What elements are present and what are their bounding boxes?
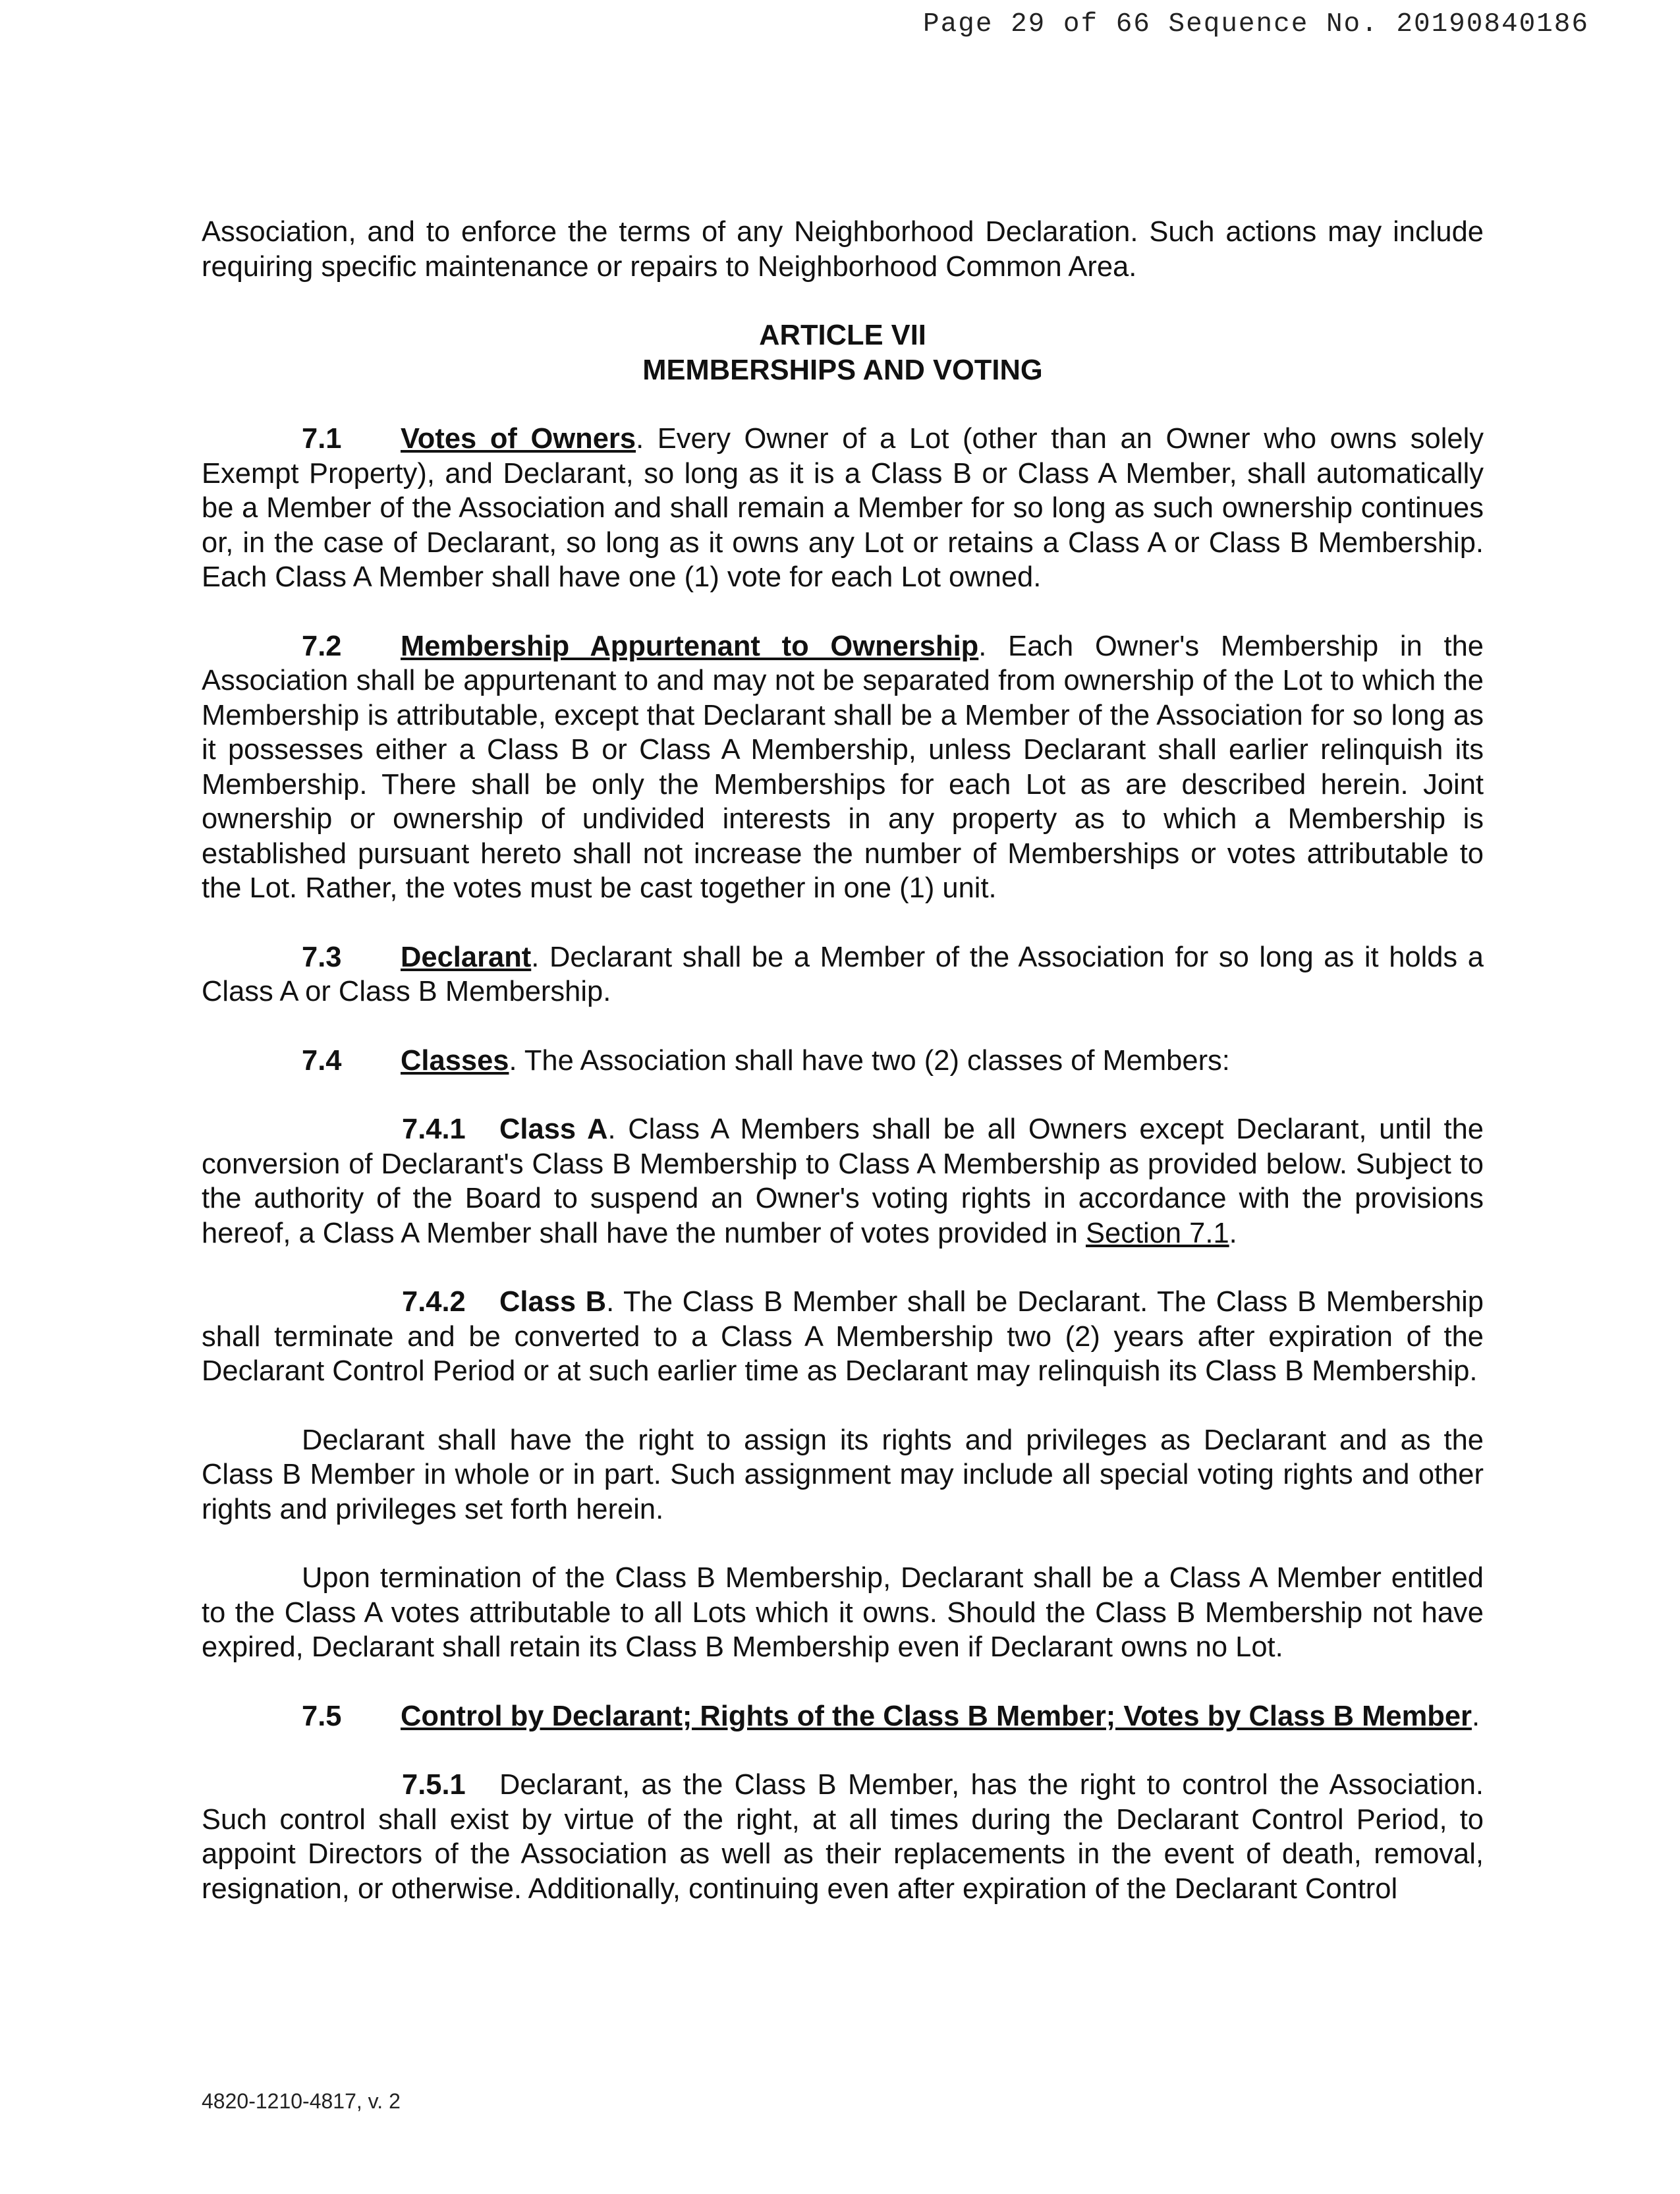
section-text: . Each Owner's Membership in the Association shall be appurtenant to and may not be separated from ownership of the Lot to which the Membership is attributable, except that Declarant shall be a Member of the Association for so long as it possesses either a Class B or Class A Membership, unless Declarant shall earlier relinquish its Membership. There shall be only the Memberships for each Lot as are described herein. Joint ownership or ownership of undivided interests in any property as to which a Membership is established pursuant hereto shall not increase the number of Memberships or votes attributable to the Lot. Rather, the votes must be cast together in one (1) unit. [202,630,1484,904]
document-footer: 4820-1210-4817, v. 2 [202,2089,401,2113]
termination-paragraph: Upon termination of the Class B Membership, Declarant shall be a Class A Member entitled to the Class A votes attributable to all Lots which it owns. Should the Class B Membership not have expired, Declarant shall retain its Class B Membership even if Declarant owns no Lot. [202,1562,1484,1663]
section-number: 7.1 [302,423,342,455]
article-number: ARTICLE VII [759,320,926,351]
section-number: 7.5.1 [402,1769,466,1801]
section-7-4-1: 7.4.1 Class A. Class A Members shall be all Owners except Declarant, until the conversion of Declarant's Class B Membership to Class A Membership as provided below. Subject to the authority of the Board to suspend an Owner's voting rights in accordance with the provisions hereof, a Class A Member shall have the number of votes provided in Section 7.1. [202,1113,1484,1249]
assignment-paragraph: Declarant shall have the right to assign its rights and privileges as Declarant and as the Class B Member in whole or in part. Such assignment may include all special voting rights and other rights and privileges set forth herein. [202,1424,1484,1525]
section-text: . Every Owner of a Lot (other than an Owner who owns solely Exempt Property), and Declarant, so long as it is a Class B or Class A Member, shall automatically be a Member of the Association and shall remain a Member for so long as such ownership continues or, in the case of Declarant, so long as it owns any Lot or retains a Class A or Class B Membership. Each Class A Member shall have one (1) vote for each Lot owned. [202,423,1484,593]
section-title: Class A [499,1113,608,1145]
section-7-5-1 [202,1768,1484,1906]
section-title: Class B [499,1286,607,1318]
section-title: Classes [401,1044,509,1077]
section-7-3 [202,940,1484,1009]
section-text: . The Association shall have two (2) classes of Members: [509,1044,1230,1077]
section-reference-link[interactable]: Section 7.1 [1085,1217,1229,1249]
section-title: Control by Declarant; Rights of the Class B Member; Votes by Class B Member [401,1700,1472,1732]
article-heading [202,318,1484,387]
section-title: Membership Appurtenant to Ownership [401,630,979,662]
section-7-2 [202,629,1484,906]
section-7-1 [202,422,1484,595]
intro-paragraph: Association, and to enforce the terms of any Neighborhood Declaration. Such actions may include requiring specific maintenance or repairs to Neighborhood Common Area. [202,216,1484,283]
section-number: 7.4.2 [402,1286,466,1318]
section-text: Declarant, as the Class B Member, has the right to control the Association. Such control shall exist by virtue of the right, at all times during the Declarant Control Period, to appoint Directors of the Association as well as their replacements in the event of death, removal, resignation, or otherwise. Additionally, continuing even after expiration of the Declarant Control [202,1769,1484,1905]
section-number: 7.3 [302,941,342,973]
article-title: MEMBERSHIPS AND VOTING [642,354,1043,386]
section-text: . Declarant shall be a Member of the Association for so long as it holds a Class A or Class B Membership. [202,941,1484,1007]
document-body [202,215,1484,1906]
section-title: Votes of Owners [401,423,636,455]
section-7-4-2 [202,1285,1484,1389]
section-text: . The Class B Member shall be Declarant. The Class B Membership shall terminate and be converted to a Class A Membership two (2) years after expiration of the Declarant Control Period or at such earlier time as Declarant may relinquish its Class B Membership. [202,1286,1484,1387]
section-title: Declarant [401,941,532,973]
section-number: 7.4 [302,1044,342,1077]
page-header: Page 29 of 66 Sequence No. 20190840186 [923,9,1589,40]
section-text: . Class A Members shall be all Owners except Declarant, until the conversion of Declarant's Class B Membership to Class A Membership as provided below. Subject to the authority of the Board to suspend an Owner's voting rights in accordance with the provisions hereof, a Class A Member shall have the number of votes provided in [202,1113,1484,1249]
section-7-5: 7.5 Control by Declarant; Rights of the Class B Member; Votes by Class B Member. [202,1699,1484,1734]
section-number: 7.5 [302,1700,342,1732]
section-number: 7.4.1 [402,1113,466,1145]
section-7-4 [202,1044,1484,1079]
section-number: 7.2 [302,630,342,662]
